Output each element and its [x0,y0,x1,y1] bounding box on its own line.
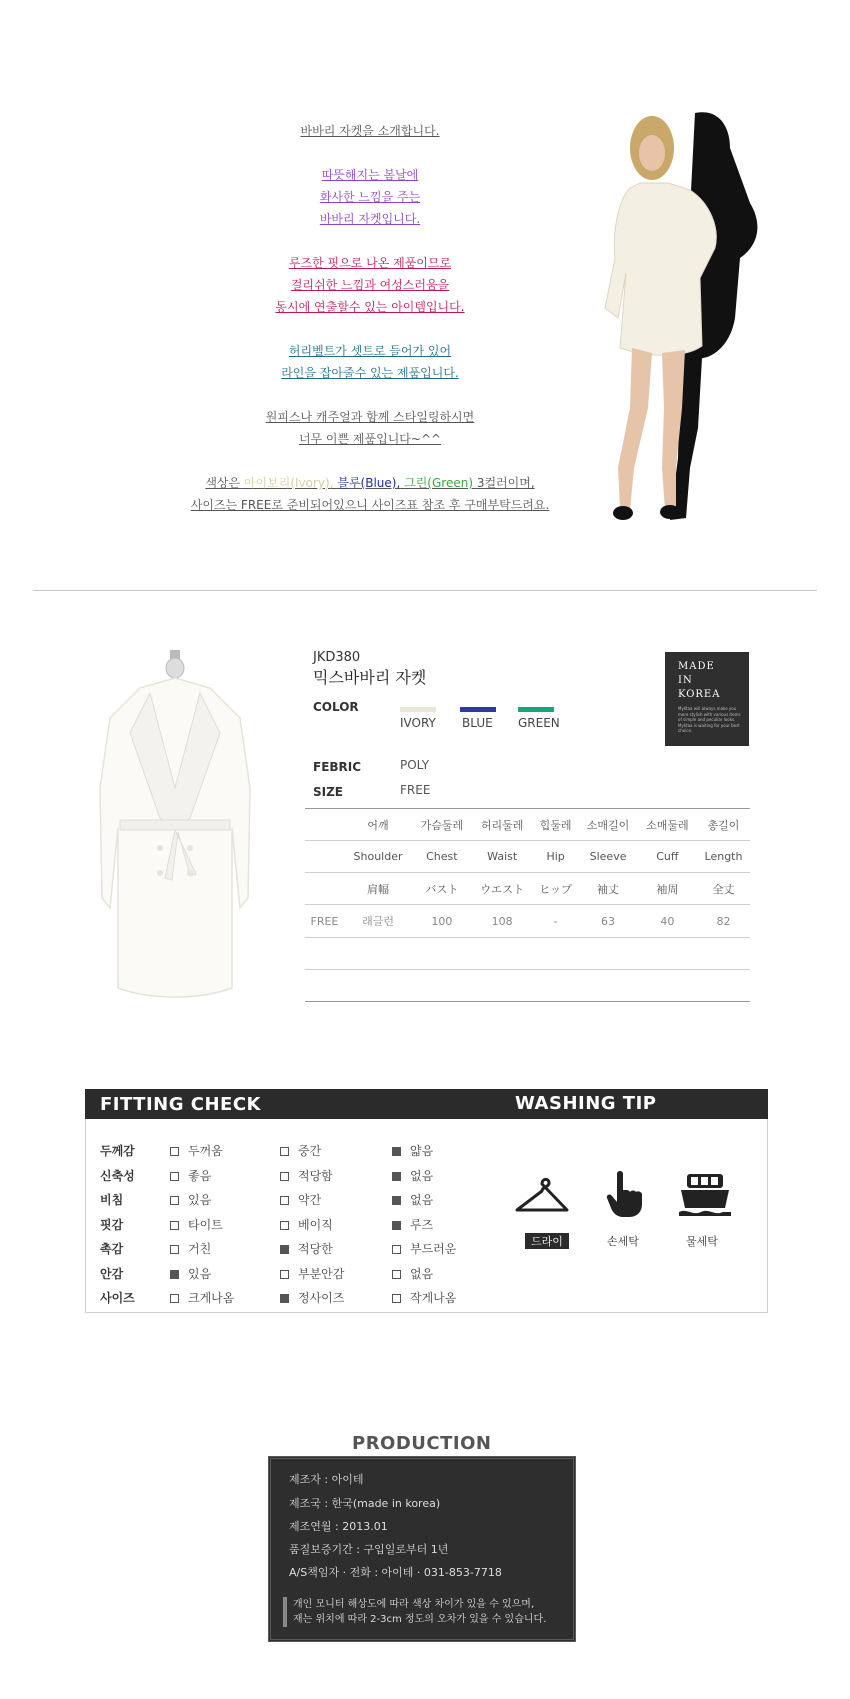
size-header-cell: ヒップ [533,873,579,905]
size-header-cell: 全丈 [697,873,750,905]
intro-line: 바바리 자켓을 소개합니다. [300,124,440,138]
fitting-option [170,1167,211,1184]
made-in-subtext: Mylitaa will always make you more stylish with various items of simple and peculiar looks. Mylitaa is waiting for your best choice. [678,706,741,733]
color-label: COLOR [313,700,359,714]
intro-color-prefix: 색상은 [205,476,241,490]
color-name-ivory: IVORY [400,716,436,730]
fitting-option-label: 좋음 [188,1168,212,1183]
intro-line: 루즈한 핏으로 나온 제품이므로 [288,256,452,270]
size-cell: 래글런 [344,905,412,938]
checkbox-checked-icon [392,1196,401,1205]
checkbox-empty-icon [280,1221,289,1230]
production-line: A/S책임자 · 전화 : 아이테 · 031-853-7718 [289,1566,502,1579]
size-cell: 63 [578,905,637,938]
fitting-option [392,1191,433,1208]
fitting-row-name: 두께감 [100,1144,135,1158]
size-row-empty [305,970,750,1002]
fitting-option-label: 없음 [410,1266,434,1281]
size-header-cell: 총길이 [697,809,750,841]
washing-label-hand: 손세탁 [607,1235,639,1248]
product-name: 믹스바바리 자켓 [313,668,427,687]
fitting-option-label: 중간 [298,1144,322,1158]
size-header-cell: ウエスト [471,873,532,905]
intro-line: 걸리쉬한 느낌과 여성스러움을 [290,278,450,292]
made-in-line: MADE [678,661,715,672]
section-divider [33,590,817,591]
checkbox-empty-icon [170,1147,179,1156]
size-header-cell: 소매둘레 [638,809,697,841]
fitting-option-label: 약간 [298,1193,322,1207]
made-in-line: IN [678,675,693,686]
size-header-cell: バスト [412,873,471,905]
fitting-option-label: 작게나옴 [410,1291,457,1305]
intro-line: 라인을 잡아줄수 있는 제품입니다. [281,366,459,380]
intro-line: 바바리 자켓입니다. [319,212,421,226]
checkbox-checked-icon [392,1172,401,1181]
size-header-cell: 袖丈 [578,873,637,905]
intro-color-line [150,472,590,494]
fitting-row [100,1191,500,1209]
fitting-option [170,1216,223,1233]
checkbox-empty-icon [280,1172,289,1181]
fitting-row-name: 핏감 [100,1217,124,1232]
fitting-option [280,1240,333,1257]
intro-line: 화사한 느낌을 주는 [319,190,421,204]
fitting-option-label: 적당함 [298,1168,333,1183]
size-header-cell: 힙둘레 [533,809,579,841]
production-note-line: 재는 위치에 따라 2-3cm 정도의 오차가 있을 수 있습니다. [293,1614,547,1625]
production-line: 품질보증기간 : 구입일로부터 1년 [289,1543,449,1556]
intro-text [150,120,590,516]
fitting-row [100,1167,500,1185]
checkbox-empty-icon [392,1245,401,1254]
intro-color-blue: 블루(Blue), [337,476,401,490]
fitting-option [170,1191,211,1208]
fitting-option [392,1216,433,1233]
size-header-cell: 가슴둘레 [412,809,471,841]
checkbox-empty-icon [280,1270,289,1279]
size-row-free [305,905,750,938]
fitting-option [392,1240,456,1257]
fitting-option-label: 베이직 [298,1217,333,1232]
size-header-cell [305,873,344,905]
production-line: 제조국 : 한국(made in korea) [289,1497,441,1510]
fitting-option [280,1167,333,1184]
checkbox-checked-icon [280,1245,289,1254]
color-name-green: GREEN [518,716,560,730]
fitting-option-label: 크게나옴 [188,1291,235,1305]
size-cell: FREE [305,905,344,938]
size-cell: 108 [471,905,532,938]
washer-icon [675,1170,735,1220]
size-cell: - [533,905,579,938]
swatch-blue [460,707,496,712]
swatch-green [518,707,554,712]
size-header-cell [305,841,344,873]
checkbox-empty-icon [280,1147,289,1156]
fitting-option-label: 루즈 [410,1217,434,1232]
intro-size-note: 사이즈는 FREE로 준비되어있으니 사이즈표 참조 후 구매부탁드려요. [190,498,550,512]
checkbox-empty-icon [392,1294,401,1303]
fitting-option-label: 있음 [188,1266,212,1281]
fitting-option-label: 정사이즈 [298,1291,345,1305]
fitting-row [100,1265,500,1283]
fitting-option [392,1142,433,1159]
fitting-option-label: 얇음 [410,1144,434,1158]
made-in-line: KOREA [678,689,721,700]
size-header-en [305,841,750,873]
fitting-option [392,1167,433,1184]
size-header-cell: Waist [471,841,532,873]
size-header-cell: 어깨 [344,809,412,841]
size-header-cell: 肩幅 [344,873,412,905]
product-code: JKD380 [313,650,361,665]
size-row-empty [305,938,750,970]
product-coat-image [80,648,270,1008]
size-header-cell [305,809,344,841]
checkbox-checked-icon [392,1221,401,1230]
intro-color-ivory: 아이보리(Ivory), [243,476,334,490]
fitting-option [280,1265,344,1282]
fitting-option [392,1289,456,1306]
size-header-cell: 袖周 [638,873,697,905]
color-name-blue: BLUE [462,716,493,730]
size-header-cell: Cuff [638,841,697,873]
size-cell: 40 [638,905,697,938]
production-line: 제조연월 : 2013.01 [289,1520,388,1533]
washing-title: WASHING TIP [515,1093,657,1114]
production-line: 제조자 : 아이테 [289,1473,364,1486]
fitting-row [100,1240,500,1258]
size-cell: 100 [412,905,471,938]
size-header-cell: Hip [533,841,579,873]
hanger-icon [512,1170,572,1220]
fitting-option [170,1265,211,1282]
intro-line: 따뜻해지는 봄날에 [321,168,419,182]
production-note [283,1597,563,1627]
size-value: FREE [400,783,431,797]
fitting-header-bar [85,1089,768,1119]
checkbox-checked-icon [280,1294,289,1303]
fitting-option [392,1265,433,1282]
intro-line: 너무 이쁜 제품입니다~^^ [298,432,442,446]
checkbox-checked-icon [392,1147,401,1156]
production-box [268,1456,576,1642]
intro-line: 허리벨트가 셋트로 들어가 있어 [288,344,452,358]
fitting-row-name: 촉감 [100,1242,124,1256]
size-cell: 82 [697,905,750,938]
fitting-row-name: 안감 [100,1266,124,1281]
washing-label-water: 물세탁 [686,1235,718,1248]
checkbox-empty-icon [170,1196,179,1205]
checkbox-empty-icon [170,1294,179,1303]
fabric-value: POLY [400,758,430,772]
checkbox-empty-icon [170,1221,179,1230]
fitting-option [170,1142,223,1159]
checkbox-empty-icon [392,1270,401,1279]
fitting-row [100,1216,500,1234]
size-header-cell: Length [697,841,750,873]
size-header-cell: Chest [412,841,471,873]
fitting-option-label: 거친 [188,1242,212,1256]
checkbox-empty-icon [280,1196,289,1205]
checkbox-empty-icon [170,1172,179,1181]
fitting-row-name: 사이즈 [100,1291,135,1305]
intro-line: 원피스나 캐주얼과 함께 스타일링하시면 [265,410,475,424]
washing-label-dry: 드라이 [525,1233,569,1249]
size-label: SIZE [313,785,344,799]
size-header-cell: 소매길이 [578,809,637,841]
hand-icon [595,1170,655,1220]
fitting-row-name: 신축성 [100,1168,135,1183]
size-header-jp [305,873,750,905]
production-note-line: 개인 모니터 해상도에 따라 색상 차이가 있을 수 있으며, [293,1599,535,1610]
fitting-option-label: 두꺼움 [188,1144,223,1158]
fitting-option [280,1289,344,1306]
size-header-ko [305,809,750,841]
size-header-cell: Sleeve [578,841,637,873]
fitting-option-label: 부드러운 [410,1242,457,1256]
fitting-option [170,1289,234,1306]
intro-color-suffix: 3컬러이며, [476,476,535,490]
fitting-option-label: 없음 [410,1168,434,1183]
fitting-row-name: 비침 [100,1193,124,1207]
fitting-title: FITTING CHECK [100,1094,261,1115]
fitting-row [100,1142,500,1160]
production-title: PRODUCTION [352,1433,492,1454]
checkbox-checked-icon [170,1270,179,1279]
fitting-option-label: 타이트 [188,1217,223,1232]
fitting-row [100,1289,500,1307]
fitting-option [280,1191,321,1208]
fabric-label: FEBRIC [313,760,362,774]
swatch-ivory [400,707,436,712]
size-header-cell: Shoulder [344,841,412,873]
model-photo [590,108,790,528]
fitting-option [280,1142,321,1159]
checkbox-empty-icon [170,1245,179,1254]
fitting-option [170,1240,211,1257]
fitting-option-label: 부분안감 [298,1266,345,1281]
fitting-option-label: 적당한 [298,1242,333,1256]
intro-line: 동시에 연출할수 있는 아이템입니다. [275,300,465,314]
size-table [305,808,750,1002]
made-in-korea-badge [665,652,749,746]
size-header-cell: 허리둘레 [471,809,532,841]
intro-color-green: 그린(Green) [404,476,473,490]
fitting-option-label: 없음 [410,1193,434,1207]
fitting-option [280,1216,333,1233]
fitting-option-label: 있음 [188,1193,212,1207]
